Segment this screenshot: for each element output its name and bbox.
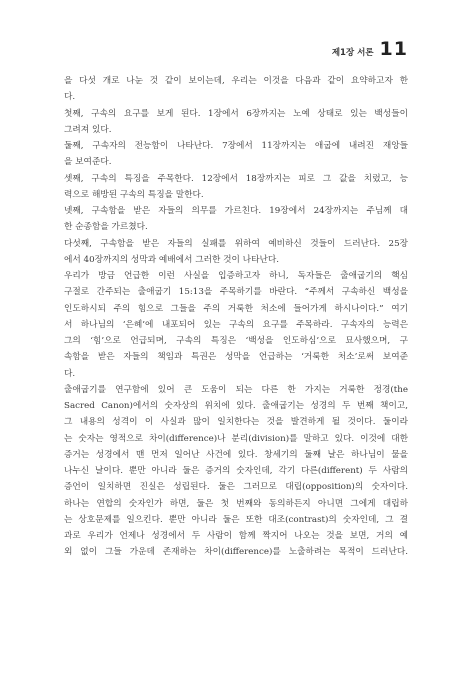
text-line: 하나는 연합의 숫자인가 하면, 둘은 첫 번째와 동의하든지 아니면 그에게 대립하 <box>64 498 408 509</box>
text-line: 을 다섯 개로 나눈 것 같이 보이는데, 우리는 이것을 다음과 같이 요약하고자 한 <box>64 76 408 86</box>
text-line: 다섯째, 구속함을 받은 자들의 실패를 위하여 예비하신 것들이 드러난다. 25장 <box>64 238 408 249</box>
body-text <box>64 73 408 561</box>
text-line: 출애굽기를 연구함에 있어 큰 도움이 되는 다른 한 가지는 거룩한 정경(the <box>64 384 408 395</box>
text-line: 과로 우리가 언제나 성경에서 두 사람이 함께 짝지어 나오는 것을 보면, 거의 예 <box>64 531 408 541</box>
text-line: 우리가 방금 언급한 이런 사실을 입증하고자 하니, 독자들은 출애굽기의 핵심 <box>64 271 408 281</box>
text-line: 한 순종함을 가르쳤다. <box>64 222 148 233</box>
text-line: 둘째, 구속자의 전능함이 나타난다. 7장에서 11장까지는 애굽에 내려진 재앙들 <box>64 141 408 151</box>
text-line: 는 상호문제를 일으킨다. 뿐만 아니라 둘은 또한 대조(contrast)의 숫자인데, 그 결 <box>64 514 408 525</box>
text-line: 에서 40장까지의 성막과 예배에서 그러한 것이 나타난다. <box>64 254 280 265</box>
text-line: 나누신 날이다. 뿐만 아니라 둘은 증거의 숫자인데, 각기 다른(different) 두 사람의 <box>64 466 408 476</box>
text-line: 구절로 간주되는 출애굽기 15:13을 주목하기를 바란다. “주께서 구속하신 백성을 <box>64 287 408 298</box>
text-line: Sacred Canon)에서의 숫자상의 위치에 있다. 출애굽기는 성경의 두 번째 책이고, <box>64 401 408 411</box>
text-line: 그의 ‘힘’으로 언급되며, 구속의 특징은 ‘백성을 인도하심’으로 묘사했으며, 구 <box>64 336 408 346</box>
text-line: 력으로 해방된 구속의 특징을 말한다. <box>64 189 204 200</box>
text-line: 다. <box>64 368 76 379</box>
text-line: 외 없이 그들 가운데 존재하는 차이(difference)를 노출하려는 목적이 드러난다. <box>64 547 408 558</box>
text-line: 셋째, 구속의 특징을 주목한다. 12장에서 18장까지는 피로 그 값을 치렀고, 능 <box>64 173 408 184</box>
text-line: 인도하시되 주의 힘으로 그들을 주의 거룩한 처소에 들어가게 하시나이다.” 여기 <box>64 303 408 314</box>
text-line: 증언이 일치하면 진실은 성립된다. 둘은 그러므로 대립(opposition)의 숫자이다. <box>64 482 408 493</box>
text-line: 그 내용의 성격이 이 사실과 많이 일치한다는 것을 발견하게 될 것이다. 둘이라 <box>64 417 408 428</box>
text-line: 서 하나님의 ‘은혜’에 내포되어 있는 구속의 요구를 주목하라. 구속자의 능력은 <box>64 319 408 330</box>
text-line: 넷째, 구속함을 받은 자들의 의무를 가르친다. 19장에서 24장까지는 주님께 대 <box>64 206 408 216</box>
text-line: 는 숫자는 영적으로 차이(difference)나 분리(division)를 말하고 있다. 이것에 대한 <box>64 433 408 444</box>
text-line: 을 보여준다. <box>64 157 112 168</box>
running-header <box>332 38 408 60</box>
page-number: 11 <box>379 38 408 60</box>
text-line: 다. <box>64 92 76 103</box>
chapter-title: 제1장 서론 <box>331 48 374 58</box>
text-line: 첫째, 구속의 요구를 보게 된다. 1장에서 6장까지는 노예 상태로 있는 백성들이 <box>64 108 408 119</box>
text-line: 그려져 있다. <box>64 124 112 135</box>
text-line: 속함을 받은 자들의 책임과 특권은 성막을 언급하는 ‘거룩한 처소’로써 보여준 <box>64 352 408 363</box>
text-line: 증거는 성경에서 맨 먼저 일어난 사건에 있다. 창세기의 둘째 날은 하나님이 물을 <box>64 449 408 460</box>
